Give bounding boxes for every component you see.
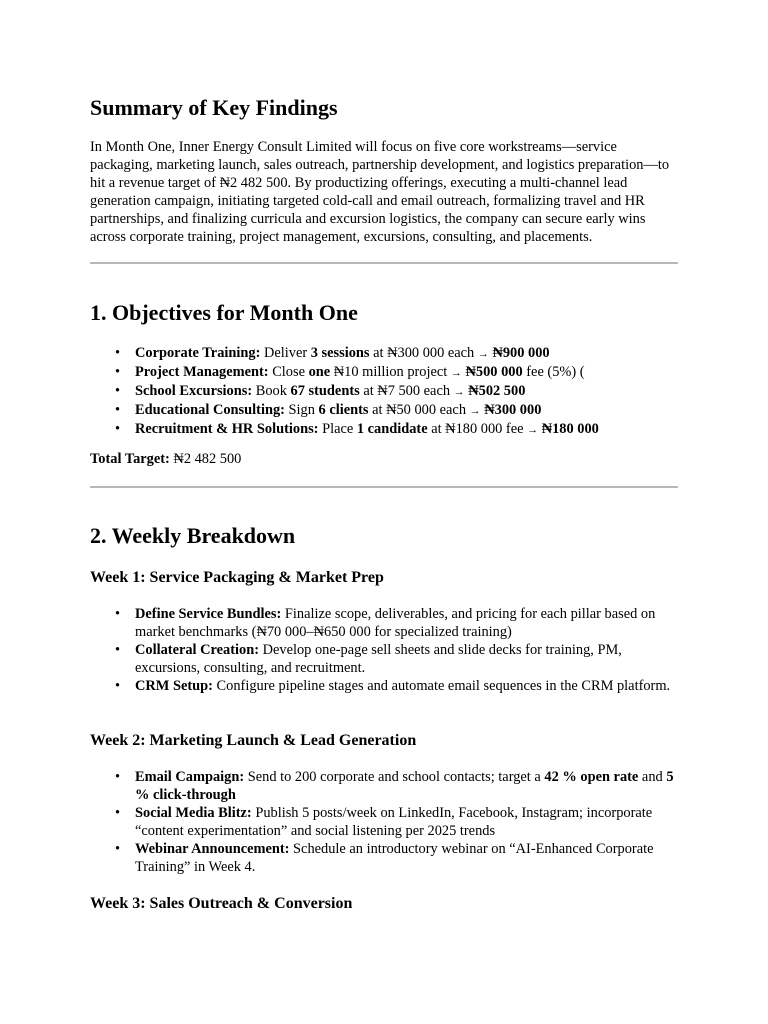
total-target-label: Total Target: [90,451,170,467]
item-metric: 5 % click-through [135,769,674,803]
list-item [135,768,680,804]
objective-result: ₦500 000 [465,364,523,380]
arrow-icon: → [477,348,489,360]
objective-text: at ₦7 500 each [359,383,454,399]
arrow-icon: → [469,405,481,417]
objective-quantity: 3 sessions [310,345,370,361]
objective-label: Project Management: [135,364,269,380]
objective-result: ₦300 000 [484,402,542,418]
summary-heading: Summary of Key Findings [90,95,338,120]
objective-text: at ₦50 000 each [368,402,470,418]
objective-quantity: 1 candidate [356,421,428,437]
objective-quantity: one [308,364,331,380]
objective-text: Sign [284,402,319,418]
section-divider [90,262,678,264]
total-target [90,450,680,468]
week1-heading: Week 1: Service Packaging & Market Prep [90,569,384,586]
item-text: Schedule an introductory webinar on “AI-Enhanced Corporate Training” in Week 4. [135,841,654,875]
item-label: CRM Setup: [135,678,213,694]
week2-heading: Week 2: Marketing Launch & Lead Generation [90,732,417,749]
objective-label: Recruitment & HR Solutions: [135,421,319,437]
objective-text: at ₦300 000 each [369,345,478,361]
objective-text: at ₦180 000 fee [427,421,528,437]
week1-list [90,605,680,695]
list-item [135,363,680,382]
item-label: Webinar Announcement: [135,841,290,857]
list-item [135,382,680,401]
item-text: Publish 5 posts/week on LinkedIn, Facebook, Instagram; incorporate “content experimentation” and social listening per 2025 trends [135,805,653,839]
list-item [135,420,680,439]
summary-paragraph: In Month One, Inner Energy Consult Limited will focus on five core workstreams—service packaging, marketing launch, sales outreach, partnership development, and logistics preparation—to hit a revenue target of ₦2 482 500. By productizing offerings, executing a multi-channel lead generation campaign, initiating targeted cold-call and email outreach, formalizing travel and HR partnerships, and finalizing curricula and excursion logistics, the company can secure early wins across corporate training, project management, excursions, consulting, and placements. [90,139,670,245]
objective-text: Close [268,364,309,380]
list-item [135,641,680,677]
objective-label: School Excursions: [135,383,253,399]
objective-result: ₦502 500 [468,383,526,399]
list-item [135,677,680,695]
list-item [135,401,680,420]
objectives-heading: 1. Objectives for Month One [90,300,358,325]
item-text: Send to 200 corporate and school contacts; target a [244,769,545,785]
item-label: Email Campaign: [135,769,245,785]
item-label: Collateral Creation: [135,642,260,658]
arrow-icon: → [527,424,539,436]
item-label: Social Media Blitz: [135,805,252,821]
objective-text: ₦10 million project [330,364,451,380]
item-metric: 42 % open rate [544,769,639,785]
objective-text: Place [318,421,357,437]
list-item [135,840,680,876]
item-label: Define Service Bundles: [135,606,282,622]
item-text: and [638,769,667,785]
list-item [135,605,680,641]
objective-tail: fee (5%) ( [522,364,585,380]
objective-label: Educational Consulting: [135,402,285,418]
section-divider [90,486,678,488]
item-text: Develop one-page sell sheets and slide decks for training, PM, excursions, consulting, and recruitment. [135,642,622,676]
item-text: Finalize scope, deliverables, and pricing for each pillar based on market benchmarks (₦70 000–₦650 000 for specialized training) [135,606,656,640]
weekly-heading: 2. Weekly Breakdown [90,523,296,548]
list-item [135,344,680,363]
objectives-list [90,344,680,439]
objective-result: ₦900 000 [492,345,550,361]
arrow-icon: → [450,367,462,379]
objective-text: Book [252,383,291,399]
objective-label: Corporate Training: [135,345,261,361]
objective-result: ₦180 000 [541,421,599,437]
total-target-value: ₦2 482 500 [169,451,242,467]
objective-quantity: 67 students [290,383,360,399]
objective-text: Deliver [260,345,311,361]
week2-list [90,768,680,876]
week3-heading: Week 3: Sales Outreach & Conversion [90,895,353,912]
item-text: Configure pipeline stages and automate email sequences in the CRM platform. [212,678,671,694]
arrow-icon: → [453,386,465,398]
list-item [135,804,680,840]
objective-quantity: 6 clients [318,402,369,418]
